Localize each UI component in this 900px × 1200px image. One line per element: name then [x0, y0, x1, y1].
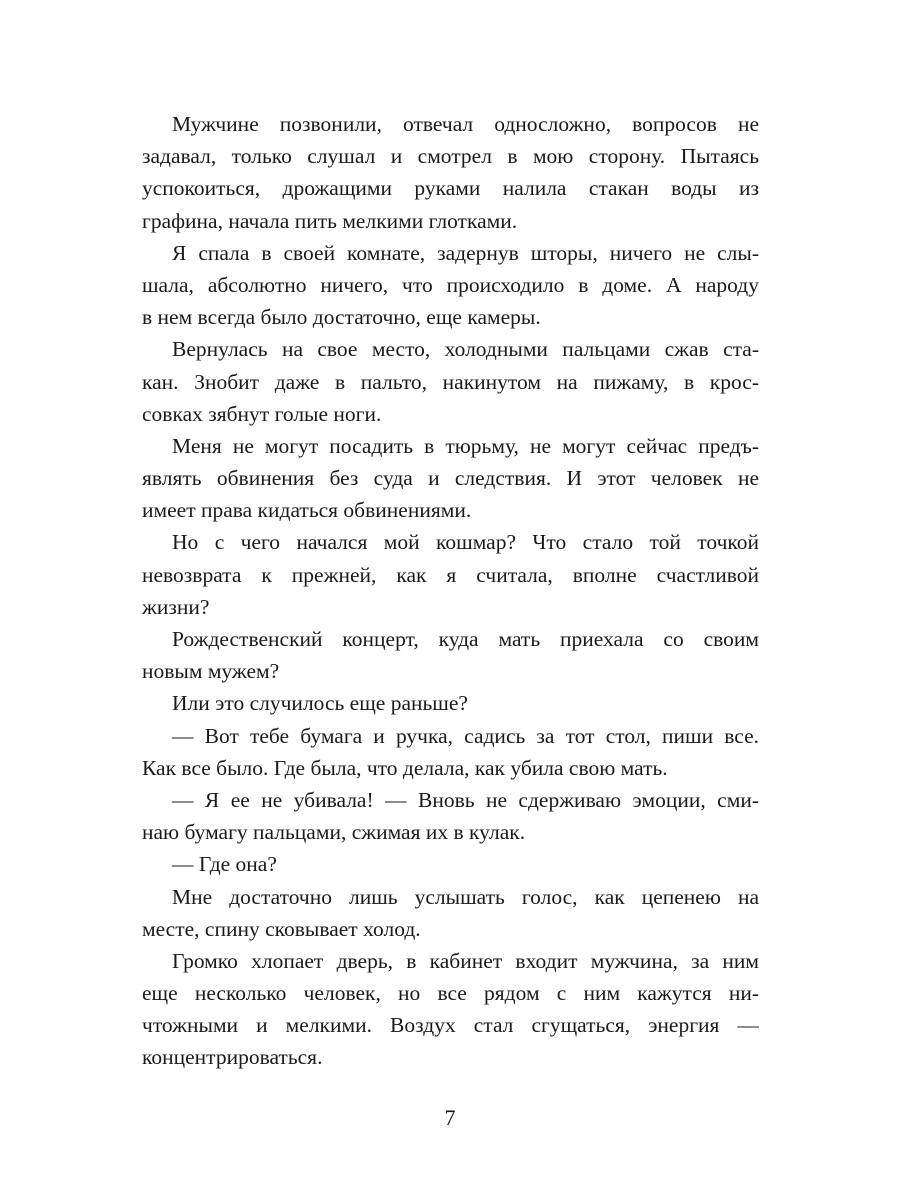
- paragraph: [142, 687, 759, 719]
- text-line: Рождественский концерт, куда мать приехала со своим: [172, 627, 759, 651]
- paragraph: [142, 623, 759, 687]
- text-line: концентрироваться.: [142, 1045, 323, 1070]
- paragraph: [142, 526, 759, 623]
- paragraph: [142, 108, 759, 237]
- paragraph: [142, 848, 759, 880]
- paragraph: [142, 430, 759, 527]
- page-number: 7: [444, 1105, 456, 1130]
- text-line: месте, спину сковывает холод.: [142, 916, 421, 941]
- text-line: Меня не могут посадить в тюрьму, не могут сейчас предъ-: [172, 433, 759, 458]
- text-line: Или это случилось еще раньше?: [172, 691, 468, 716]
- paragraph: [142, 881, 759, 945]
- text-line: Мне достаточно лишь услышать голос, как цепенею на: [172, 884, 759, 909]
- text-line: жизни?: [142, 594, 210, 619]
- paragraph: [142, 237, 759, 334]
- text-line: невозврата к прежней, как я считала, вполне счастливой: [142, 562, 759, 587]
- text-line: кан. Знобит даже в пальто, накинутом на пижаму, в крос-: [142, 369, 759, 394]
- text-line: еще несколько человек, но все рядом с ним кажутся ни-: [142, 981, 759, 1006]
- page-body: [142, 108, 759, 1074]
- text-line: Я спала в своей комнате, задернув шторы, ничего не слы-: [172, 240, 759, 265]
- text-line: успокоиться, дрожащими руками налила стакан воды из: [142, 176, 759, 201]
- text-line: Мужчине позвонили, отвечал односложно, вопросов не: [172, 112, 759, 136]
- text-line: являть обвинения без суда и следствия. И этот человек не: [142, 466, 759, 491]
- text-line: наю бумагу пальцами, сжимая их в кулак.: [142, 820, 526, 845]
- text-line: Вернулась на свое место, холодными пальцами сжав ста-: [172, 337, 759, 362]
- text-line: новым мужем?: [142, 659, 280, 684]
- text-line: графина, начала пить мелкими глотками.: [142, 208, 518, 233]
- text-line: имеет права кидаться обвинениями.: [142, 498, 472, 523]
- text-line: совках зябнут голые ноги.: [142, 401, 382, 426]
- text-line: в нем всегда было достаточно, еще камеры.: [142, 305, 541, 330]
- paragraph: [142, 945, 759, 1074]
- text-line: шала, абсолютно ничего, что происходило в доме. А народу: [142, 272, 759, 297]
- paragraph: [142, 784, 759, 848]
- text-line: — Я ее не убивала! — Вновь не сдерживаю эмоции, сми-: [172, 787, 759, 812]
- paragraph: [142, 333, 759, 430]
- text-line: задавал, только слушал и смотрел в мою сторону. Пытаясь: [142, 144, 759, 169]
- text-line: — Где она?: [172, 852, 277, 877]
- text-line: Как все было. Где была, что делала, как убила свою мать.: [142, 755, 668, 780]
- paragraph: [142, 720, 759, 784]
- text-line: Но с чего начался мой кошмар? Что стало той точкой: [172, 530, 759, 555]
- text-line: чтожными и мелкими. Воздух стал сгущаться, энергия —: [142, 1013, 759, 1038]
- text-line: Громко хлопает дверь, в кабинет входит мужчина, за ним: [172, 948, 759, 973]
- text-line: — Вот тебе бумага и ручка, садись за тот стол, пиши все.: [172, 723, 759, 748]
